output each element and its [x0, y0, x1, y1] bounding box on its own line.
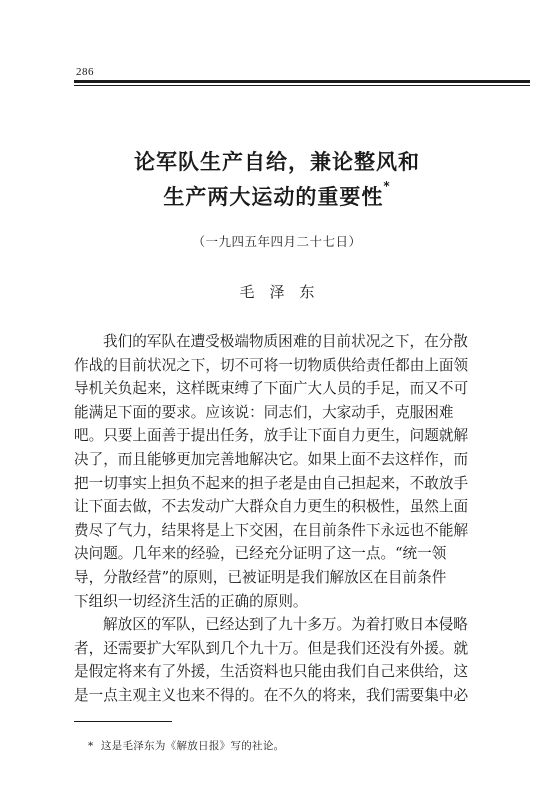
article-title-line-1: 论军队生产自给，兼论整风和	[134, 150, 420, 174]
body-line: 导，分散经营”的原则，已被证明是我们解放区在目前条件	[74, 568, 447, 586]
title-note-mark: *	[383, 179, 391, 193]
body-line: 把一切事实上担负不起来的担子老是由自己担起来，不敢放手	[74, 474, 469, 492]
body-line: 作战的目前状况之下，切不可将一切物质供给责任都由上面领	[74, 356, 469, 374]
body-line: 吧。只要上面善于提出任务，放手让下面自力更生，问题就解	[74, 427, 469, 445]
article-date: （一九四五年四月二十七日）	[192, 234, 362, 249]
body-line: 决问题。几年来的经验，已经充分证明了这一点。“统一领	[74, 545, 447, 563]
article-body	[74, 330, 530, 708]
body-line: 下组织一切经济生活的正确的原则。	[74, 592, 308, 610]
body-line: 费尽了气力，结果将是上下交困，在目前条件下永远也不能解	[74, 521, 469, 539]
body-line: 是一点主观主义也来不得的。在不久的将来，我们需要集中必	[74, 686, 469, 704]
body-line: 解放区的军队，已经达到了九十多万。为着打败日本侵略	[103, 616, 468, 634]
title-line-2-text: 生产两大运动的重要性	[163, 185, 384, 209]
article-title-line-2	[0, 181, 554, 211]
body-line: 能满足下面的要求。应该说：同志们，大家动手，克服困难	[74, 403, 454, 421]
body-line: 决了，而且能够更加完善地解决它。如果上面不去这样作，而	[74, 450, 469, 468]
header-rule-thick	[74, 80, 530, 83]
footnote	[88, 738, 284, 753]
article-author: 毛泽东	[239, 283, 330, 301]
body-line: 我们的军队在遭受极端物质困难的目前状况之下，在分散	[103, 333, 468, 350]
footnote-rule	[74, 721, 172, 722]
header-rule-thin	[74, 85, 530, 86]
body-line: 让下面去做，不去发动广大群众自力更生的积极性，虽然上面	[74, 498, 469, 516]
body-line: 者，还需要扩大军队到几个九十万。但是我们还没有外援。就	[74, 639, 469, 657]
body-line: 是假定将来有了外援，生活资料也只能由我们自己来供给，这	[74, 663, 469, 681]
body-line: 导机关负起来，这样既束缚了下面广大人员的手足，而又不可	[74, 380, 469, 398]
footnote-mark: *	[88, 740, 94, 752]
page-number: 286	[76, 66, 94, 78]
footnote-text: 这是毛泽东为《解放日报》写的社论。	[100, 740, 285, 752]
